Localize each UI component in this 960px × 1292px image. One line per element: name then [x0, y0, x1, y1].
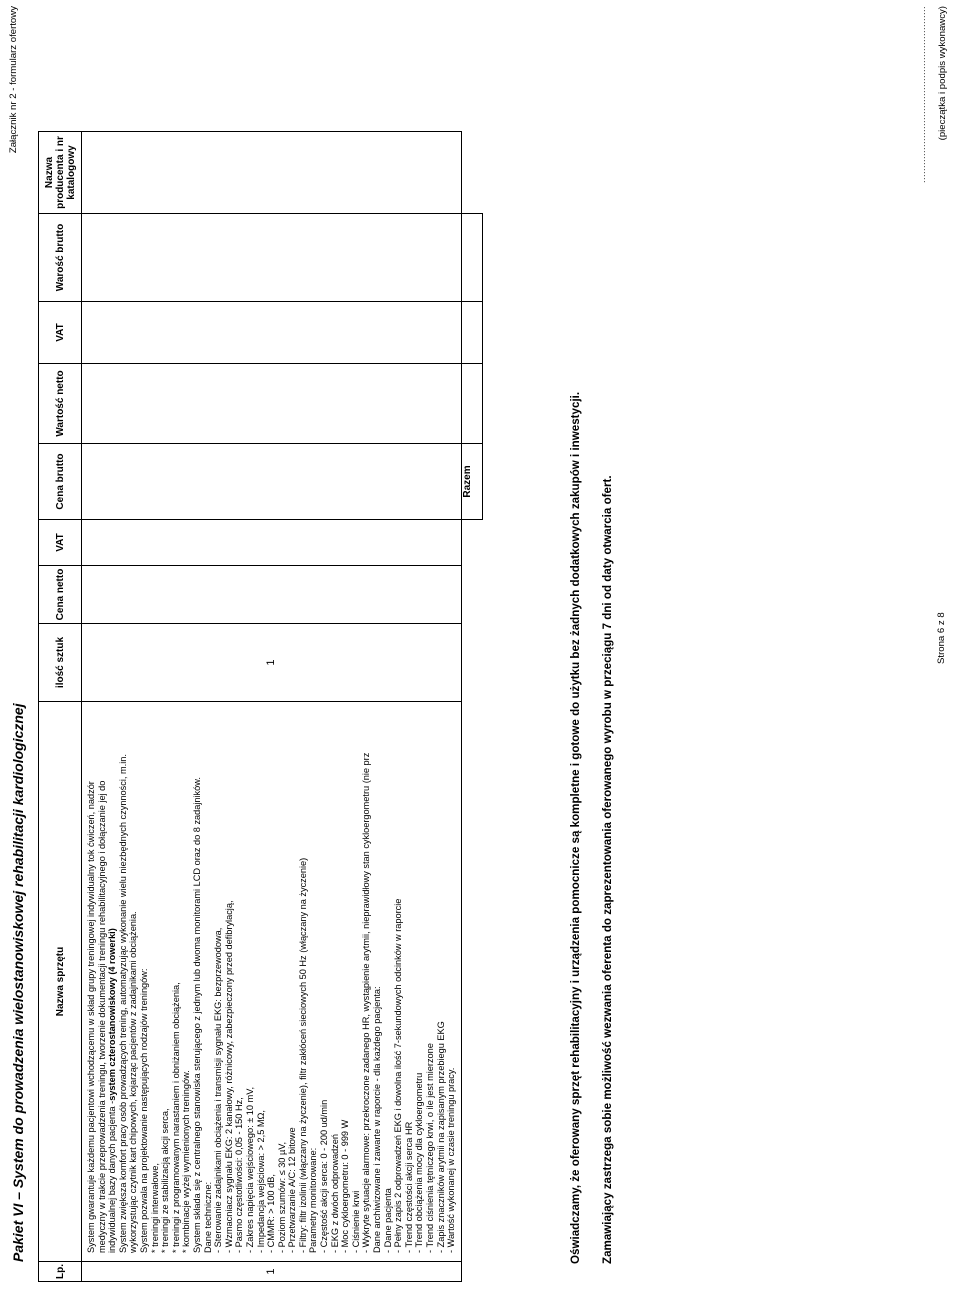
description-line: - Trend częstości akcji serca HR: [403, 1121, 414, 1253]
cell-net-price[interactable]: [82, 566, 462, 624]
declaration-text: Oświadczamy, że oferowany sprzęt rehabilitacyjny i urządzenia pomocnicze są kompletne i gotowe do użytku bez żadnych dodatkowych zakupów i inwestycji.: [569, 391, 582, 1264]
description-line: * treningi ze stabilizacją akcji serca,: [160, 1108, 171, 1253]
row-description-cell: [82, 702, 462, 1262]
col-header-manufacturer: Nazwa producenta i nr katalogowy: [39, 132, 82, 214]
sum-row: [461, 132, 482, 1282]
description-line: - Impedancja wejściowa: > 2,5 MΩ,: [255, 1110, 266, 1253]
description-line: - Wartość wykonanej w czasie treningu pracy.: [446, 1067, 457, 1253]
description-line: - Zapis znaczników arytmii na zapisanym przebiegu EKG: [435, 1021, 446, 1253]
description-line: wykorzystując czytnik kart chipowych, kojarząc pacjentów z zadajnikami obciążenia.: [128, 911, 139, 1253]
description-line: - Poziom szumów: ≤ 30 µV,: [276, 1141, 287, 1253]
description-line-bold: system czterostanowiskowy (4 rowerki): [107, 928, 118, 1101]
description-line: - Dane pacjenta: [382, 1188, 393, 1253]
equipment-description: [82, 702, 461, 1261]
sum-label: Razem: [461, 444, 482, 520]
description-line: System pozwala na projektowanie następujących rodzajów treningów:: [138, 968, 149, 1253]
description-line: System składa się z centralnego stanowiska sterującego z jednym lub dwoma monitorami LCD oraz do 8 zadajników.: [191, 777, 202, 1253]
cell-gross-price[interactable]: [82, 444, 462, 520]
sum-gross-value[interactable]: [461, 214, 482, 302]
description-line: - Ciśnienie krwi: [350, 1190, 361, 1253]
description-line: Dane techniczne:: [202, 1182, 213, 1253]
col-header-gross-value: Warość brutto: [39, 214, 82, 302]
cell-manufacturer[interactable]: [82, 132, 462, 214]
description-line: - Zakres napięcia wejściowego: ± 10 mV,: [244, 1086, 255, 1253]
description-line: - Wzmacniacz sygnału EKG: 2 kanałowy, różnicowy, zabezpieczony przed defibrylacją,: [223, 900, 234, 1253]
description-line: [107, 708, 118, 1253]
description-line: - Częstość akcji serca: 0 - 200 ud/min: [319, 1099, 330, 1253]
col-header-name: Nazwa sprzętu: [39, 702, 82, 1262]
col-header-gross-price: Cena brutto: [39, 444, 82, 520]
description-line: System zwiększa komfort pracy osób prowadzących trening, automatyzując wykonanie wielu niezbędnych czynności, m.in.: [117, 754, 128, 1253]
col-header-qty: ilość sztuk: [39, 624, 82, 702]
cell-net-value[interactable]: [82, 364, 462, 444]
sum-net-value[interactable]: [461, 364, 482, 444]
col-header-net-price: Cena netto: [39, 566, 82, 624]
cell-vat-value[interactable]: [82, 302, 462, 364]
sum-vat-value[interactable]: [461, 302, 482, 364]
description-line: - Filtry: filtr izolinii (włączany na życzenie), filtr zakłóceń sieciowych 50 Hz (włączany na życzenie): [297, 857, 308, 1253]
description-line: * kombinacje wyżej wymienionych treningów.: [181, 1070, 192, 1253]
row-qty: 1: [82, 624, 462, 702]
description-line: - CMMR: > 100 dB,: [266, 1174, 277, 1253]
page-number: Strona 6 z 8: [936, 612, 947, 664]
description-line: Dane archiwizowane i zawarte w raporcie - dla każdego pacjenta:: [372, 986, 383, 1253]
description-line: - Wykryte sytuacje alarmowe: przekroczone zadanego HR, wystąpienie arytmii, nieprawidłowy stan cykloergometru (nie prz: [361, 752, 372, 1253]
description-line: - Przetwarzanie A/C: 12 bitowe: [287, 1127, 298, 1253]
sum-spacer-end: [461, 132, 482, 214]
description-line: - Moc cykloergometru: 0 - 999 W: [340, 1119, 351, 1253]
attachment-label: Załącznik nr 2 - formularz ofertowy: [8, 6, 19, 154]
description-line: * treningi z programowanym narastaniem i obniżaniem obciążenia,: [170, 982, 181, 1253]
col-header-vat: VAT: [39, 520, 82, 566]
signature-label: (pieczątka i podpis wykonawcy): [937, 6, 948, 141]
description-line: * treningi interwałowe,: [149, 1163, 160, 1253]
sum-spacer: [461, 520, 482, 1282]
cell-vat[interactable]: [82, 520, 462, 566]
description-line: - Pełny zapis 2 odprowadzeń EKG i dowolna ilość 7-sekundowych odcinków w raporcie: [393, 898, 404, 1253]
description-line: - Trend obciążenia mocy dla cykloergometru: [414, 1072, 425, 1253]
table-header-row: [39, 132, 82, 1282]
description-line: System gwarantuje każdemu pacjentowi wchodzącemu w skład grupy treningowej indywidualny tok ćwiczeń, nadzór: [86, 781, 96, 1253]
signature-line: ...........................................................: [917, 6, 927, 184]
col-header-net-value: Wartość netto: [39, 364, 82, 444]
cell-gross-value[interactable]: [82, 214, 462, 302]
row-lp: 1: [82, 1262, 462, 1282]
col-header-vat-value: VAT: [39, 302, 82, 364]
description-line: medyczny w trakcie przeprowadzenia treningu, tworzenie dokumentacji treningu rehabilitacyjnego i dołączanie jej do: [96, 780, 107, 1253]
description-line: - Pasmo częstotliwości: 0,05 - 150 Hz,: [234, 1097, 245, 1253]
description-line-prefix: indywidualnej bazy danych pacjenta -: [107, 1100, 118, 1253]
description-line: Parametry monitorowane:: [308, 1147, 319, 1253]
reservation-text: Zamawiający zastrzega sobie możliwość wezwania oferenta do zaprezentowania oferowanego wyrobu w przeciągu 7 dni od daty otwarcia ofert.: [601, 475, 614, 1264]
description-line: - Sterowanie zadajnikami obciążenia i transmisji sygnału EKG: bezprzewodowa,: [213, 927, 224, 1253]
package-title: Pakiet VI – System do prowadzenia wielostanowiskowej rehabilitacji kardiologicznej: [10, 703, 26, 1262]
description-line: - Trend ciśnienia tętniczego krwi, o ile jest mierzone: [425, 1043, 435, 1253]
offer-table: [38, 131, 483, 1282]
description-line: - EKG z dwóch odprowadzeń: [329, 1134, 340, 1253]
col-header-lp: Lp.: [39, 1262, 82, 1282]
table-row: [82, 132, 462, 1282]
